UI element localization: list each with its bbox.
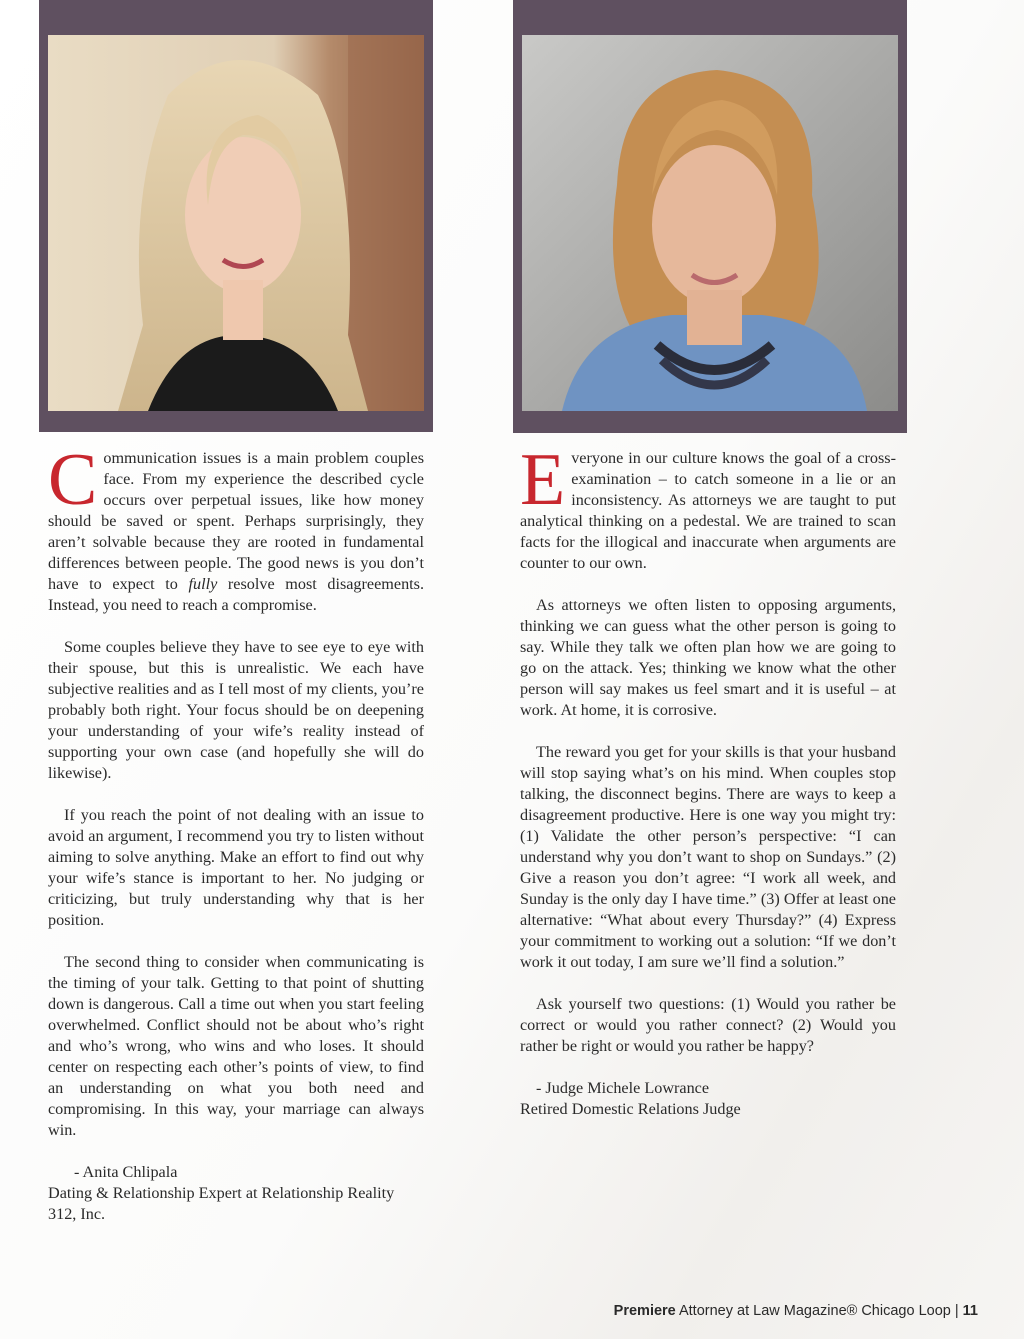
right-article-column bbox=[520, 439, 896, 1120]
page-number: 11 bbox=[962, 1303, 978, 1319]
emphasis-text: fully bbox=[188, 575, 218, 593]
author-name: - Judge Michele Lowrance bbox=[536, 1079, 710, 1097]
right-photo-frame bbox=[513, 0, 907, 433]
author-title: Dating & Relationship Expert at Relationship Reality 312, Inc. bbox=[48, 1184, 395, 1223]
dropcap-letter: C bbox=[48, 439, 98, 521]
paragraph: The reward you get for your skills is that your husband will stop saying what’s on his mind. When couples stop talking, the disconnect begins. There are ways to keep a disagreement productive. Here is one way you might try: (1) Validate the other person’s perspective: “I can understand why you don’t want to shop on Sundays.” (2) Give a reason you don’t agree: “I work all week, and Sunday is the only day I have time.” (3) Offer at least one alternative: “What about every Thursday?” (4) Express your commitment to working out a solution: “If we don’t work it out today, I am sure we’ll find a solution.” bbox=[520, 743, 896, 971]
author-signature bbox=[520, 1078, 896, 1120]
portrait-photo-left bbox=[48, 35, 424, 411]
left-photo-frame bbox=[39, 0, 433, 432]
paragraph: Some couples believe they have to see eye to eye with their spouse, but this is unrealistic. We each have subjective realities and as I tell most of my clients, you’re probably both right. Your focus should be on deepening your understanding of your wife’s reality instead of supporting your own case (and hopefully she will do likewise). bbox=[48, 638, 424, 782]
paragraph bbox=[520, 439, 896, 574]
footer-brand: Premiere bbox=[613, 1303, 676, 1319]
dropcap-letter: E bbox=[520, 439, 566, 521]
author-name: - Anita Chlipala bbox=[74, 1163, 178, 1181]
portrait-photo-right bbox=[522, 35, 898, 411]
paragraph: If you reach the point of not dealing with an issue to avoid an argument, I recommend you try to listen without aiming to solve anything. Make an effort to find out why your wife’s stance is important to her. No judging or criticizing, but truly understanding why that is her position. bbox=[48, 806, 424, 929]
left-article-column bbox=[48, 439, 425, 1225]
paragraph: The second thing to consider when communicating is the timing of your talk. Getting to that point of shutting down is dangerous. Call a time out when you start feeling overwhelmed. Conflict should not be about who’s right and who’s wrong, who wins and who loses. It should center on respecting each other’s points of view, to find an understanding on what you both need and compromising. In this way, your marriage can always win. bbox=[48, 953, 424, 1139]
paragraph-text: resolve most disagreements. Instead, you need to reach a compromise. bbox=[48, 575, 425, 614]
author-signature bbox=[48, 1162, 424, 1225]
author-title: Retired Domestic Relations Judge bbox=[520, 1100, 741, 1118]
footer-text: Attorney at Law Magazine® Chicago Loop | bbox=[675, 1303, 963, 1319]
paragraph: As attorneys we often listen to opposing arguments, thinking we can guess what the other person is going to say. While they talk we often plan how we are going to go on the attack. Yes; thinking we know what the other person will say makes us feel smart and it is useful – at work. At home, it is corrosive. bbox=[520, 596, 896, 719]
paragraph: Ask yourself two questions: (1) Would you rather be correct or would you rather connect? (2) Would you rather be right or would you rather be happy? bbox=[520, 995, 896, 1055]
paragraph bbox=[48, 439, 425, 616]
page-footer bbox=[614, 1303, 978, 1319]
paragraph-text: ommunication issues is a main problem couples face. From my experience the described cycle occurs over perpetual issues, like how money should be saved or spent. Perhaps surprisingly, they aren’t solvable because they are rooted in fundamental differences between people. The good news is you don’t have to expect to bbox=[48, 449, 424, 593]
paragraph-text: veryone in our culture knows the goal of a cross-examination – to catch someone in a lie or an inconsistency. As attorneys we are taught to put analytical thinking on a pedestal. We are trained to scan facts for the illogical and inaccurate when arguments are counter to our own. bbox=[520, 449, 896, 572]
